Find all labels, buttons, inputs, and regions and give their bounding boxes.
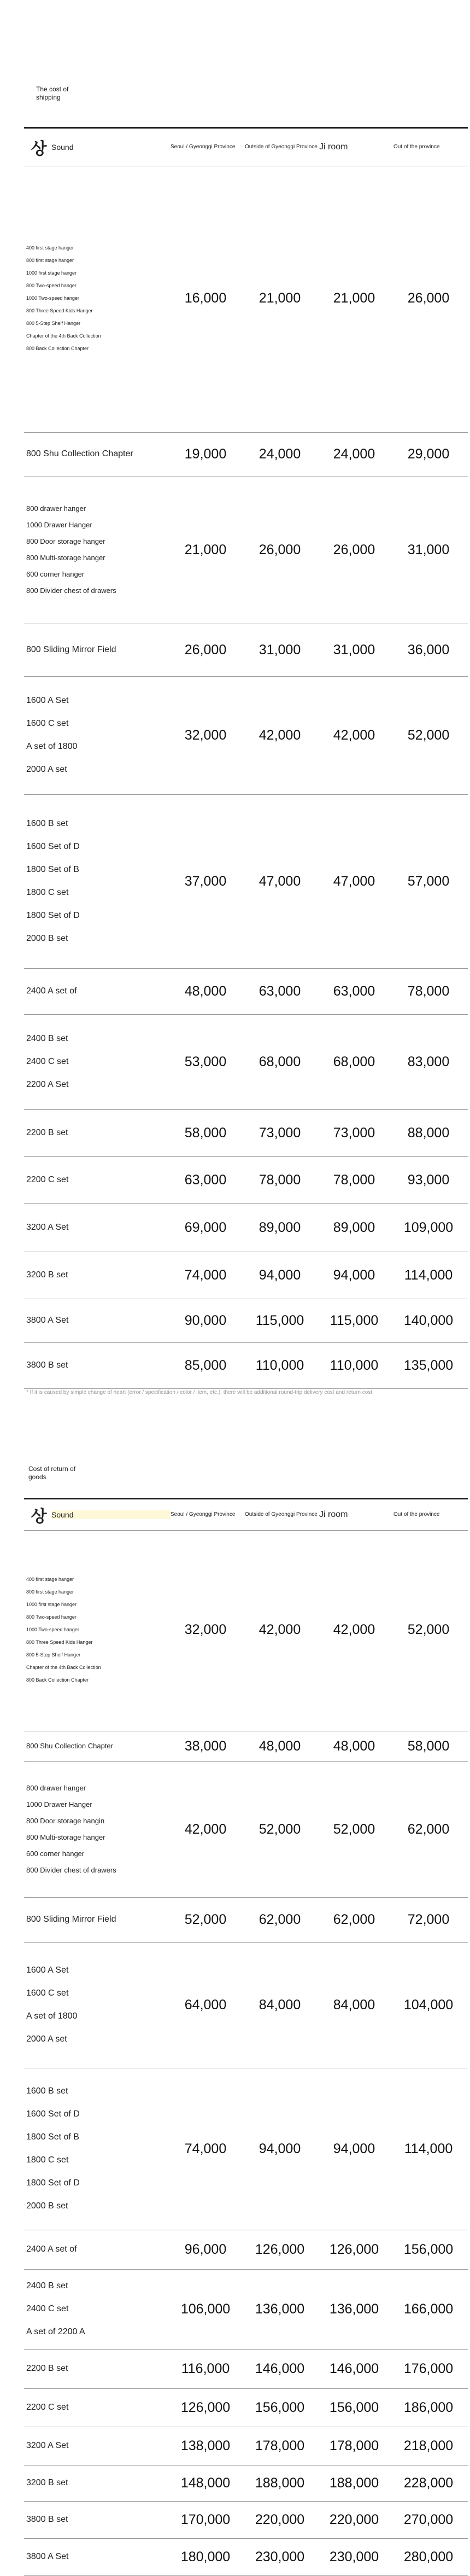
price-cell: 31,000	[258, 642, 301, 658]
product-name: 800 Sliding Mirror Field	[26, 1915, 116, 1924]
price-cell: 58,000	[184, 1125, 227, 1141]
price-cell: 146,000	[255, 2360, 305, 2376]
table-row	[24, 1203, 468, 1252]
header-item: Sound	[51, 143, 74, 152]
price-cell: 156,000	[403, 2241, 454, 2257]
price-cell: 116,000	[181, 2360, 230, 2376]
table-row	[24, 1942, 468, 2068]
row-items	[24, 1738, 168, 1754]
product-name: 800 5-Step Shelf Hanger	[26, 1652, 81, 1658]
row-items	[24, 2434, 168, 2457]
product-name: 1800 Set of D	[26, 911, 80, 920]
product-name: 3200 A Set	[26, 2441, 69, 2450]
product-name: 1600 Set of D	[26, 2109, 80, 2119]
price-cell: 156,000	[255, 2399, 305, 2415]
product-name: A set of 1800	[26, 742, 78, 751]
row-items	[24, 2275, 168, 2344]
price-cell: 62,000	[407, 1821, 450, 1837]
price-cell: 84,000	[258, 1997, 301, 2013]
product-name: 3800 A Set	[26, 2552, 69, 2561]
price-cell: 42,000	[333, 727, 375, 743]
product-name: 1600 C set	[26, 719, 69, 728]
row-items	[24, 1959, 168, 2051]
row-items	[24, 812, 168, 950]
product-name: 800 drawer hanger	[26, 504, 86, 513]
price-cell: 58,000	[407, 1738, 450, 1754]
price-cell: 136,000	[255, 2301, 305, 2317]
table-row	[24, 1897, 468, 1943]
product-name: 800 first stage hanger	[26, 257, 74, 263]
table-row	[24, 432, 468, 476]
row-items	[24, 501, 168, 599]
price-cell: 126,000	[329, 2241, 379, 2257]
price-cell: 74,000	[184, 1267, 227, 1283]
price-cell: 176,000	[403, 2360, 454, 2376]
price-cell: 29,000	[407, 446, 450, 462]
product-name: 3200 B set	[26, 1270, 68, 1280]
header-seoul-gyeonggi: Seoul / Gyeonggi Province	[171, 1511, 236, 1517]
header-item: Sound	[51, 1510, 171, 1519]
price-cell: 63,000	[184, 1172, 227, 1188]
product-name: 800 Multi-storage hanger	[26, 554, 105, 562]
product-name: 800 Divider chest of drawers	[26, 586, 116, 595]
product-name: 2400 C set	[26, 1057, 69, 1066]
row-items	[24, 1780, 168, 1879]
price-cell: 115,000	[330, 1312, 379, 1328]
product-name: 2000 A set	[26, 2034, 67, 2044]
price-cell: 52,000	[407, 727, 450, 743]
table-row	[24, 2465, 468, 2502]
price-cell: 31,000	[333, 642, 375, 658]
product-name: 800 Three Speed Kids Hanger	[26, 307, 93, 313]
shipping-section	[24, 0, 468, 1400]
price-cell: 94,000	[258, 1267, 301, 1283]
row-items	[24, 2508, 168, 2531]
product-name: 1800 C set	[26, 2155, 69, 2165]
price-cell: 109,000	[403, 1219, 454, 1235]
price-cell: 230,000	[329, 2549, 379, 2565]
price-cell: 186,000	[403, 2399, 454, 2415]
price-cell: 78,000	[333, 1172, 375, 1188]
product-name: 3800 B set	[26, 1360, 68, 1370]
table-row	[24, 1252, 468, 1299]
price-cell: 16,000	[184, 290, 227, 306]
price-cell: 64,000	[184, 1997, 227, 2013]
price-cell: 280,000	[403, 2549, 454, 2565]
product-name: 800 Sliding Mirror Field	[26, 645, 116, 654]
price-cell: 36,000	[407, 642, 450, 658]
product-name: 1000 Two-speed hanger	[26, 1626, 79, 1632]
product-name: 2200 B set	[26, 2364, 68, 2373]
price-cell: 89,000	[333, 1219, 375, 1235]
product-name: 1600 Set of D	[26, 842, 80, 851]
price-cell: 166,000	[403, 2301, 454, 2317]
product-name: 800 Multi-storage hanger	[26, 1833, 105, 1841]
header-outside-gyeonggi: Outside of Gyeonggi Province	[245, 1511, 318, 1517]
price-cell: 52,000	[258, 1821, 301, 1837]
price-cell: 68,000	[333, 1054, 375, 1069]
product-name: 800 Divider chest of drawers	[26, 1866, 116, 1874]
product-name: 1000 Drawer Hanger	[26, 521, 92, 529]
shipping-title: The cost of shipping	[36, 85, 69, 101]
product-name: 800 Door storage hangin	[26, 1817, 105, 1825]
price-cell: 178,000	[329, 2438, 379, 2453]
product-name: 3800 B set	[26, 2515, 68, 2524]
table-row	[24, 2269, 468, 2350]
header-outside-gyeonggi: Outside of Gyeonggi Province	[245, 144, 318, 150]
price-cell: 57,000	[407, 873, 450, 889]
row-items	[24, 1168, 168, 1191]
product-name: 800 Back Collection Chapter	[26, 345, 89, 351]
price-cell: 84,000	[333, 1997, 375, 2013]
product-name: 1600 A Set	[26, 1966, 69, 1975]
row-items	[24, 1121, 168, 1144]
price-cell: 85,000	[184, 1357, 227, 1373]
price-cell: 24,000	[333, 446, 375, 462]
header-out-of-province: Out of the province	[393, 144, 440, 150]
row-items	[24, 2080, 168, 2218]
returns-table-header	[24, 1498, 468, 1531]
price-cell: 78,000	[258, 1172, 301, 1188]
price-cell: 146,000	[329, 2360, 379, 2376]
product-name: 800 Three Speed Kids Hanger	[26, 1639, 93, 1645]
header-ji-room: Ji room	[319, 142, 348, 152]
product-name: 600 corner hanger	[26, 570, 85, 578]
price-cell: 89,000	[258, 1219, 301, 1235]
price-cell: 24,000	[258, 446, 301, 462]
price-cell: 63,000	[258, 983, 301, 999]
table-row	[24, 476, 468, 624]
product-name: 2000 A set	[26, 765, 67, 774]
price-cell: 19,000	[184, 446, 227, 462]
table-row	[24, 2230, 468, 2270]
table-row	[24, 2427, 468, 2465]
row-items	[24, 242, 168, 355]
price-cell: 52,000	[407, 1621, 450, 1637]
price-cell: 48,000	[184, 983, 227, 999]
product-name: 800 Shu Collection Chapter	[26, 1742, 113, 1750]
price-cell: 110,000	[330, 1357, 379, 1373]
product-name: 2400 B set	[26, 1034, 68, 1043]
price-cell: 42,000	[184, 1821, 227, 1837]
price-cell: 230,000	[255, 2549, 305, 2565]
price-cell: 178,000	[255, 2438, 305, 2453]
price-cell: 106,000	[180, 2301, 231, 2317]
table-row	[24, 1156, 468, 1204]
header-out-of-province: Out of the province	[393, 1511, 440, 1517]
product-name: 1800 Set of B	[26, 865, 79, 874]
brand-logo: 상	[31, 1507, 47, 1526]
product-name: 1600 B set	[26, 819, 68, 828]
price-cell: 69,000	[184, 1219, 227, 1235]
price-cell: 62,000	[258, 1911, 301, 1927]
product-name: 800 Two-speed hanger	[26, 282, 77, 288]
product-name: 3200 A Set	[26, 1223, 69, 1232]
product-name: 400 first stage hanger	[26, 1576, 74, 1582]
price-cell: 90,000	[184, 1312, 227, 1328]
row-items	[24, 2472, 168, 2494]
row-items	[24, 1573, 168, 1687]
table-row	[24, 2349, 468, 2389]
table-row	[24, 1731, 468, 1762]
price-cell: 114,000	[404, 2141, 453, 2156]
price-cell: 21,000	[258, 290, 301, 306]
price-cell: 78,000	[407, 983, 450, 999]
row-items	[24, 443, 168, 466]
row-items	[24, 689, 168, 781]
price-cell: 48,000	[258, 1738, 301, 1754]
product-name: 2200 B set	[26, 1128, 68, 1137]
price-cell: 180,000	[180, 2549, 231, 2565]
row-items	[24, 980, 168, 1003]
product-name: Chapter of the 4th Back Collection	[26, 1664, 101, 1670]
price-cell: 52,000	[333, 1821, 375, 1837]
row-items	[24, 2357, 168, 2380]
price-cell: 48,000	[333, 1738, 375, 1754]
row-items	[24, 2238, 168, 2261]
product-name: 800 Two-speed hanger	[26, 1614, 77, 1620]
price-cell: 218,000	[403, 2438, 454, 2453]
table-row	[24, 2068, 468, 2230]
price-cell: 104,000	[403, 1997, 454, 2013]
row-items	[24, 638, 168, 661]
product-name: 2200 C set	[26, 1175, 69, 1184]
table-row	[24, 624, 468, 677]
price-cell: 74,000	[184, 2141, 227, 2156]
product-name: 400 first stage hanger	[26, 245, 74, 251]
product-name: 1800 Set of D	[26, 2178, 80, 2188]
price-cell: 135,000	[403, 1357, 454, 1373]
table-row	[24, 794, 468, 969]
price-cell: 37,000	[184, 873, 227, 889]
price-cell: 188,000	[329, 2475, 379, 2491]
price-cell: 156,000	[329, 2399, 379, 2415]
price-cell: 110,000	[255, 1357, 304, 1373]
price-cell: 220,000	[329, 2511, 379, 2527]
table-row	[24, 2388, 468, 2427]
price-cell: 148,000	[180, 2475, 231, 2491]
price-cell: 38,000	[184, 1738, 227, 1754]
price-cell: 73,000	[333, 1125, 375, 1141]
product-name: 2200 C set	[26, 2403, 69, 2412]
product-name: 2000 B set	[26, 2201, 68, 2211]
row-items	[24, 1908, 168, 1931]
row-items	[24, 1027, 168, 1096]
product-name: 1600 B set	[26, 2086, 68, 2096]
price-cell: 63,000	[333, 983, 375, 999]
product-name: 800 drawer hanger	[26, 1784, 86, 1792]
product-name: 1000 first stage hanger	[26, 270, 77, 276]
returns-section	[24, 1422, 468, 2565]
product-name: 1800 C set	[26, 888, 69, 897]
table-row	[24, 2501, 468, 2539]
price-cell: 270,000	[403, 2511, 454, 2527]
product-name: 1000 Two-speed hanger	[26, 295, 79, 301]
table-row	[24, 1014, 468, 1110]
table-row	[24, 1342, 468, 1389]
price-cell: 138,000	[180, 2438, 231, 2453]
brand-logo: 상	[31, 139, 47, 159]
price-cell: 26,000	[258, 542, 301, 557]
price-cell: 88,000	[407, 1125, 450, 1141]
price-cell: 68,000	[258, 1054, 301, 1069]
table-row	[24, 968, 468, 1015]
price-cell: 93,000	[407, 1172, 450, 1188]
row-items	[24, 1264, 168, 1287]
product-name: 1600 C set	[26, 1988, 69, 1998]
price-cell: 114,000	[404, 1267, 453, 1283]
product-name: 2400 B set	[26, 2281, 68, 2290]
price-cell: 170,000	[180, 2511, 231, 2527]
price-cell: 42,000	[258, 727, 301, 743]
product-name: 1000 first stage hanger	[26, 1601, 77, 1607]
product-name: 800 Shu Collection Chapter	[26, 449, 133, 458]
price-cell: 47,000	[258, 873, 301, 889]
table-row	[24, 1761, 468, 1898]
price-cell: 72,000	[407, 1911, 450, 1927]
product-name: 2400 C set	[26, 2304, 69, 2313]
product-name: 800 first stage hanger	[26, 1589, 74, 1595]
product-name: 1600 A Set	[26, 696, 69, 705]
row-items	[24, 1354, 168, 1377]
product-name: 2000 B set	[26, 934, 68, 943]
price-cell: 42,000	[333, 1621, 375, 1637]
product-name: Chapter of the 4th Back Collection	[26, 333, 101, 339]
product-name: 2400 A set of	[26, 986, 77, 996]
price-cell: 32,000	[184, 1621, 227, 1637]
price-cell: 94,000	[333, 1267, 375, 1283]
product-name: 1000 Drawer Hanger	[26, 1800, 92, 1809]
product-name: 2200 A Set	[26, 1080, 69, 1089]
shipping-table-header	[24, 127, 468, 166]
price-cell: 96,000	[184, 2241, 227, 2257]
product-name: 3200 B set	[26, 2478, 68, 2487]
price-cell: 94,000	[333, 2141, 375, 2156]
price-cell: 31,000	[407, 542, 450, 557]
price-cell: 228,000	[403, 2475, 454, 2491]
price-cell: 26,000	[407, 290, 450, 306]
product-name: 800 Door storage hanger	[26, 537, 105, 545]
price-cell: 115,000	[255, 1312, 304, 1328]
price-cell: 32,000	[184, 727, 227, 743]
row-items	[24, 1309, 168, 1332]
price-cell: 94,000	[258, 2141, 301, 2156]
product-name: 1800 Set of B	[26, 2132, 79, 2142]
price-cell: 62,000	[333, 1911, 375, 1927]
price-cell: 53,000	[184, 1054, 227, 1069]
price-cell: 136,000	[329, 2301, 379, 2317]
product-name: A set of 1800	[26, 2011, 78, 2021]
price-cell: 73,000	[258, 1125, 301, 1141]
table-row	[24, 676, 468, 795]
price-cell: 42,000	[258, 1621, 301, 1637]
table-row	[24, 164, 468, 433]
price-cell: 47,000	[333, 873, 375, 889]
product-name: 800 5-Step Shelf Hanger	[26, 320, 81, 326]
table-row	[24, 1528, 468, 1731]
price-cell: 126,000	[255, 2241, 305, 2257]
price-cell: 26,000	[333, 542, 375, 557]
table-row	[24, 1109, 468, 1157]
shipping-note: * If it is caused by simple change of heart (error / specification / color / item, etc.), there will be additional round-trip delivery cost and return cost.	[26, 1389, 374, 1395]
row-items	[24, 2396, 168, 2419]
table-row	[24, 2538, 468, 2576]
product-name: 3800 A Set	[26, 1316, 69, 1325]
table-row	[24, 1299, 468, 1343]
price-cell: 188,000	[255, 2475, 305, 2491]
header-seoul-gyeonggi: Seoul / Gyeonggi Province	[171, 144, 236, 150]
price-cell: 26,000	[184, 642, 227, 658]
row-items	[24, 2545, 168, 2568]
product-name: 800 Back Collection Chapter	[26, 1677, 89, 1683]
product-name: A set of 2200 A	[26, 2327, 85, 2336]
price-cell: 126,000	[180, 2399, 231, 2415]
price-cell: 220,000	[255, 2511, 305, 2527]
price-cell: 140,000	[403, 1312, 454, 1328]
product-name: 2400 A set of	[26, 2244, 77, 2254]
price-cell: 83,000	[407, 1054, 450, 1069]
price-cell: 21,000	[184, 542, 227, 557]
price-cell: 52,000	[184, 1911, 227, 1927]
price-cell: 21,000	[333, 290, 375, 306]
product-name: 600 corner hanger	[26, 1850, 85, 1858]
header-ji-room: Ji room	[319, 1510, 348, 1519]
returns-title: Cost of return of goods	[28, 1465, 76, 1481]
row-items	[24, 1216, 168, 1239]
